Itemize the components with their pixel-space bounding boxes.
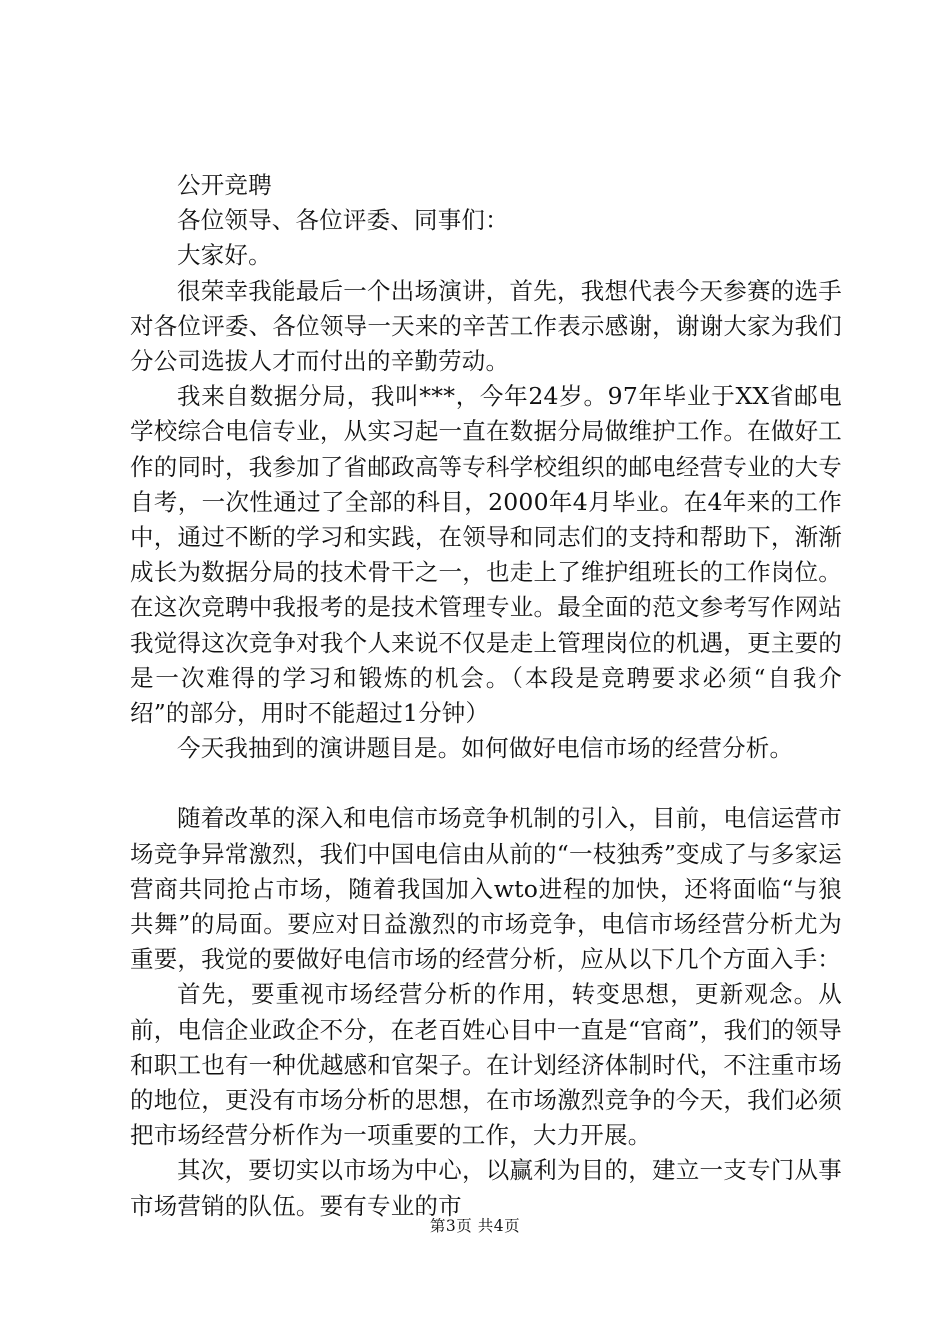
paragraph-second-point: 其次，要切实以市场为中心，以赢利为目的，建立一支专门从事市场营销的队伍。要有专业的市 <box>130 1156 842 1220</box>
page-number-footer: 第3页 共4页 <box>429 1217 521 1235</box>
paragraph-self-introduction: 我来自数据分局，我叫***，今年24岁。97年毕业于XX省邮电学校综合电信专业，从实习起一直在数据分局做维护工作。在做好工作的同时，我参加了省邮政高等专科学校组织的邮电经营专业的大专自考，一次性通过了全部的科目，2000年4月毕业。在4年来的工作中，通过不断的学习和实践，在领导和同志们的支持和帮助下，渐渐成长为数据分局的技术骨干之一，也走上了维护组班长的工作岗位。在这次竞聘中我报考的是技术管理专业。最全面的范文参考写作网站我觉得这次竞争对我个人来说不仅是走上管理岗位的机遇，更主要的是一次难得的学习和锻炼的机会。（本段是竞聘要求必须“自我介绍”的部分，用时不能超过1分钟） <box>130 382 842 728</box>
paragraph-thanks: 很荣幸我能最后一个出场演讲，首先，我想代表今天参赛的选手对各位评委、各位领导一天来的辛苦工作表示感谢，谢谢大家为我们分公司选拔人才而付出的辛勤劳动。 <box>130 276 842 376</box>
greeting-line: 大家好。 <box>177 241 272 270</box>
paragraph-background: 随着改革的深入和电信市场竞争机制的引入，目前，电信运营市场竞争异常激烈，我们中国电信由从前的“一枝独秀”变成了与多家运营商共同抢占市场，随着我国加入wto进程的加快，还将面临“与狼共舞”的局面。要应对日益激烈的市场竞争，电信市场经营分析尤为重要，我觉的要做好电信市场的经营分析，应从以下几个方面入手： <box>130 804 842 974</box>
paragraph-topic: 今天我抽到的演讲题目是。如何做好电信市场的经营分析。 <box>177 734 794 763</box>
paragraph-gap <box>130 766 842 801</box>
salutation-line: 各位领导、各位评委、同事们： <box>177 206 509 235</box>
heading-line: 公开竞聘 <box>177 171 272 199</box>
paragraph-first-point: 首先，要重视市场经营分析的作用，转变思想，更新观念。从前，电信企业政企不分，在老百姓心目中一直是“官商”，我们的领导和职工也有一种优越感和官架子。在计划经济体制时代，不注重市场的地位，更没有市场分析的思想，在市场激烈竞争的今天，我们必须把市场经营分析作为一项重要的工作，大力开展。 <box>130 980 842 1150</box>
document-body <box>130 168 842 1224</box>
